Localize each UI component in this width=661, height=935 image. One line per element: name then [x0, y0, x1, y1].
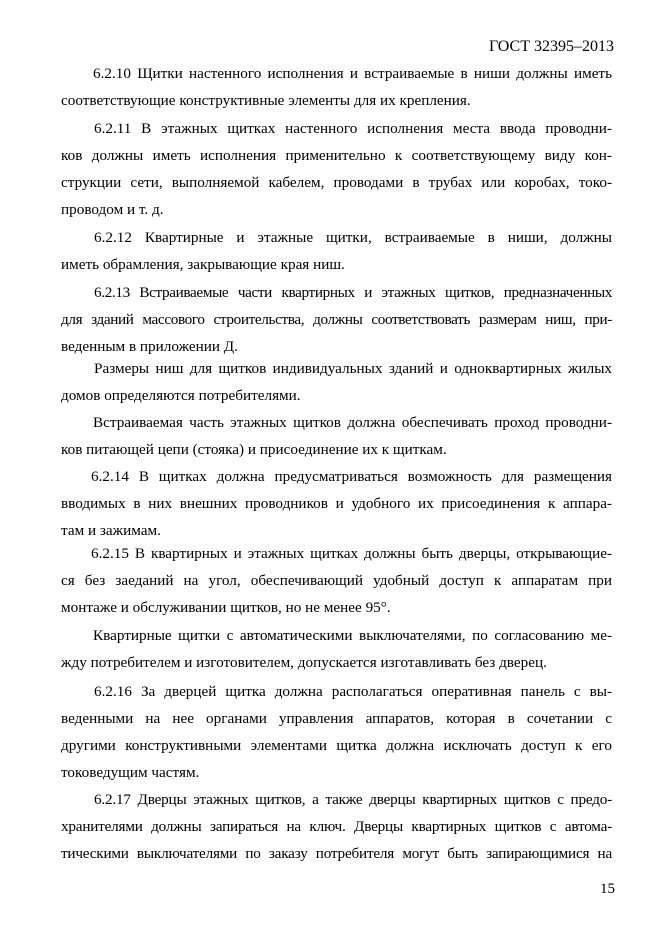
text-line: вводимых в них внешних проводников и удобного их присоединения к аппара-	[61, 495, 612, 512]
paragraph-6-2-15	[61, 540, 612, 621]
text-line: ся без заеданий на угол, обеспечивающий удобный доступ к аппаратам при	[61, 572, 612, 589]
text-line: другими конструктивными элементами щитка должна исключать доступ к его	[61, 737, 612, 754]
text-line: монтаже и обслуживании щитков, но не менее 95°.	[61, 599, 391, 616]
page-number: 15	[600, 881, 615, 897]
text-line: тическими выключателями по заказу потребителя могут быть запирающимися на	[61, 845, 612, 862]
text-line: Квартирные щитки с автоматическими выключателями, по согласованию ме-	[93, 627, 612, 644]
text-line: соответствующие конструктивные элементы для их крепления.	[61, 92, 471, 109]
paragraph-6-2-14	[61, 463, 612, 544]
text-line: 6.2.14 В щитках должна предусматриваться возможность для размещения	[91, 468, 612, 485]
paragraph-no-doors	[61, 622, 612, 676]
paragraph-6-2-12	[61, 224, 612, 278]
text-line: ков должны иметь исполнения применительно к соответствующему виду кон-	[61, 147, 612, 164]
text-line: домов определяются потребителями.	[61, 387, 301, 404]
text-line: 6.2.11 В этажных щитках настенного исполнения места ввода проводни-	[94, 120, 612, 137]
text-line: 6.2.16 За дверцей щитка должна располагаться оперативная панель с вы-	[94, 683, 612, 700]
text-line: для зданий массового строительства, должны соответствовать размерам ниш, при-	[61, 311, 612, 328]
text-line: там и зажимам.	[61, 522, 161, 539]
paragraph-6-2-11	[61, 115, 612, 223]
paragraph-built-in-part	[61, 409, 612, 463]
text-line: проводом и т. д.	[61, 201, 164, 218]
paragraph-niche-sizes	[61, 355, 612, 409]
standard-header: ГОСТ 32395–2013	[488, 38, 614, 55]
text-line: 6.2.15 В квартирных и этажных щитках должны быть дверцы, открывающие-	[91, 545, 612, 562]
text-line: струкции сети, выполняемой кабелем, проводами в трубах или коробах, токо-	[61, 174, 612, 191]
text-line: 6.2.13 Встраиваемые части квартирных и этажных щитков, предназначенных	[94, 284, 612, 301]
text-line: жду потребителем и изготовителем, допускается изготавливать без дверец.	[61, 654, 547, 671]
paragraph-6-2-17	[61, 786, 612, 867]
text-line: токоведущим частям.	[61, 764, 200, 781]
text-line: веденным в приложении Д.	[61, 338, 238, 355]
text-line: иметь обрамления, закрывающие края ниш.	[61, 256, 345, 273]
paragraph-6-2-10	[61, 60, 612, 114]
text-line: ков питающей цепи (стояка) и присоединение их к щиткам.	[61, 441, 447, 458]
paragraph-6-2-16	[61, 678, 612, 786]
text-line: 6.2.12 Квартирные и этажные щитки, встраиваемые в ниши, должны	[94, 229, 612, 246]
text-line: 6.2.10 Щитки настенного исполнения и встраиваемые в ниши должны иметь	[93, 65, 612, 82]
text-line: хранителями должны запираться на ключ. Дверцы квартирных щитков с автома-	[61, 818, 612, 835]
paragraph-6-2-13	[61, 279, 612, 360]
text-line: веденными на нее органами управления аппаратов, которая в сочетании с	[61, 710, 612, 727]
text-line: Размеры ниш для щитков индивидуальных зданий и одноквартирных жилых	[94, 360, 612, 377]
text-line: Встраиваемая часть этажных щитков должна обеспечивать проход проводни-	[93, 414, 612, 431]
text-line: 6.2.17 Дверцы этажных щитков, а также дверцы квартирных щитков с предо-	[94, 791, 612, 808]
